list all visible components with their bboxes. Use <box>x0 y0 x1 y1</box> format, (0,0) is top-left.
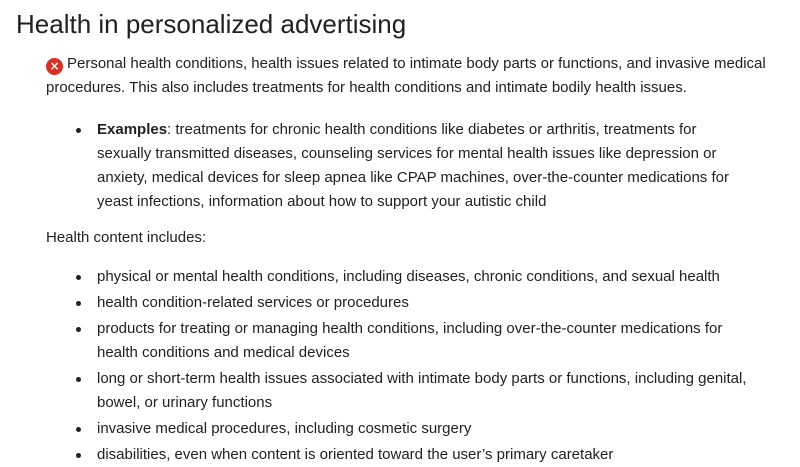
list-item: health condition-related services or procedures <box>66 291 766 315</box>
examples-text: : treatments for chronic health conditions like diabetes or arthritis, treatments for sexually transmitted diseases, counseling services for mental health issues like depression or anxiety, medical devices for sleep apnea like CPAP machines, over-the-counter medications for yeast infections, information about how to support your autistic child <box>97 121 729 210</box>
policy-text: Personal health conditions, health issues related to intimate body parts or functions, and invasive medical procedures. This also includes treatments for health conditions and intimate bodily health issues. <box>46 55 766 96</box>
includes-list <box>66 265 766 467</box>
list-item: physical or mental health conditions, including diseases, chronic conditions, and sexual health <box>66 265 766 289</box>
examples-list <box>66 118 746 214</box>
policy-statement <box>46 52 780 100</box>
list-item: long or short-term health issues associated with intimate body parts or functions, including genital, bowel, or urinary functions <box>66 367 766 415</box>
examples-item <box>66 118 746 214</box>
list-item: invasive medical procedures, including cosmetic surgery <box>66 417 766 441</box>
examples-label: Examples <box>97 121 168 138</box>
list-item: disabilities, even when content is oriented toward the user’s primary caretaker <box>66 443 766 467</box>
list-item: products for treating or managing health conditions, including over-the-counter medications for health conditions and medical devices <box>66 317 766 365</box>
page-title: Health in personalized advertising <box>16 9 407 39</box>
prohibited-icon: × <box>46 58 63 75</box>
includes-heading: Health content includes: <box>46 229 207 246</box>
